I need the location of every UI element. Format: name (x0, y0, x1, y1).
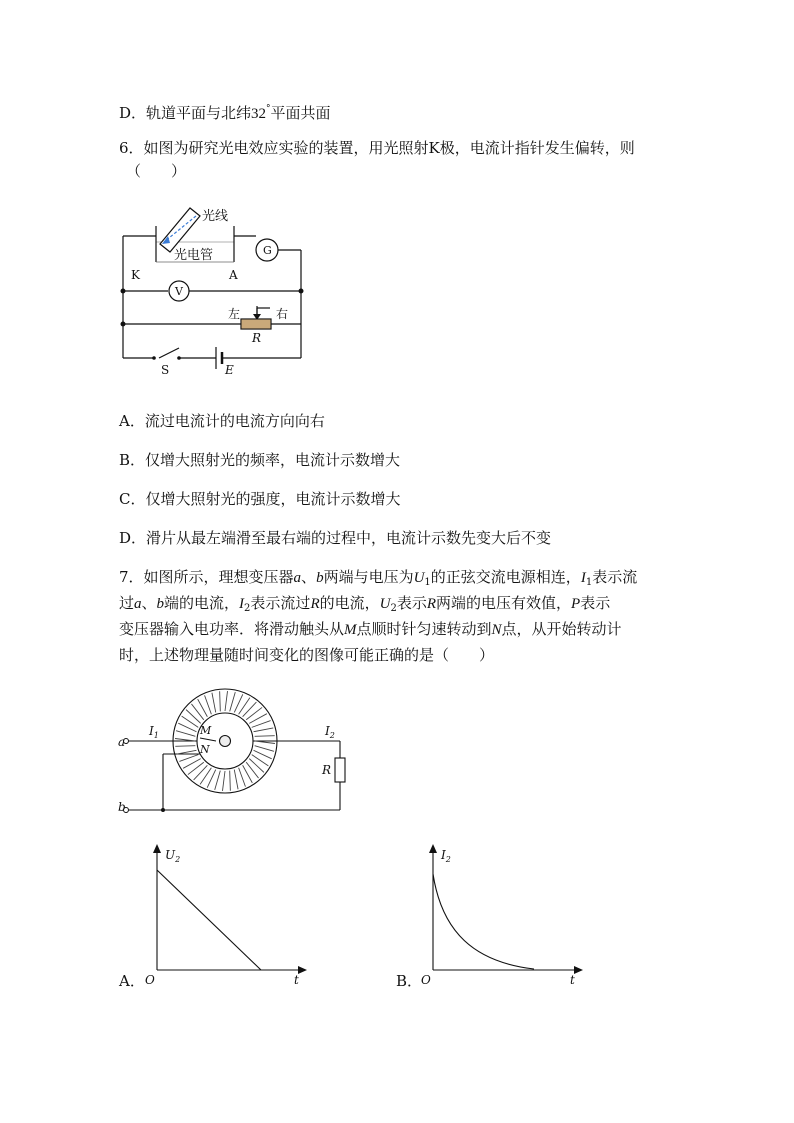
galvanometer-label: G (263, 244, 272, 257)
coil-winding (176, 731, 195, 737)
graph-b-option-label: B． (396, 972, 423, 990)
coil-winding (205, 695, 212, 714)
graph-b-curve (433, 874, 534, 969)
q6-option-a: A．流过电流计的电流方向向右 (119, 412, 325, 430)
graph-b-i2-vs-t (416, 840, 586, 990)
degree-sign: ° (266, 104, 271, 114)
q7-stem-line-2 (119, 593, 610, 619)
i2-label: $I_2$ (325, 724, 335, 740)
coil-winding (230, 692, 236, 711)
q7-sub: 2 (244, 603, 251, 614)
right-label: 右 (276, 307, 289, 321)
coil-winding (252, 721, 271, 728)
coil-winding (186, 710, 201, 724)
q7-var-a: a (134, 596, 142, 612)
graph-b-origin: O (421, 973, 431, 987)
photoelectric-circuit-diagram (112, 202, 312, 387)
q7-text: 两端与电压为 (323, 568, 414, 586)
contact-m-label: M (200, 724, 212, 737)
q6-answer-paren: （ ） (126, 162, 187, 180)
graph-a-origin: O (145, 973, 155, 987)
q7-var-p: P (571, 596, 581, 612)
light-label: 光线 (202, 209, 229, 224)
coil-winding (255, 736, 275, 737)
q6-option-d: D．滑片从最左端滑至最右端的过程中，电流计示数先变大后不变 (119, 529, 552, 547)
graph-a-x-label: t (294, 973, 299, 987)
q5-option-d-text: D．轨道平面与北纬 (119, 104, 252, 122)
left-label: 左 (228, 307, 241, 321)
coil-winding (175, 746, 195, 747)
q7-sub: 1 (424, 577, 431, 588)
q7-var-r: R (310, 596, 320, 612)
q7-var-b: b (316, 570, 324, 586)
q7-text: 表示 (396, 594, 427, 612)
phototube-label: 光电管 (174, 248, 214, 263)
coil-winding (234, 770, 238, 790)
q7-var-n: N (491, 622, 502, 638)
q6-stem: 6．如图为研究光电效应实验的装置，用光照射K极，电流计指针发生偏转，则 (119, 139, 635, 157)
graph-a-y-label: $U_2$ (165, 848, 181, 864)
q6-option-b: B．仅增大照射光的频率，电流计示数增大 (119, 451, 401, 469)
coil-winding (223, 771, 225, 791)
q7-var-i: I (239, 596, 245, 612)
coil-winding (179, 755, 198, 762)
q7-var-b: b (156, 596, 165, 612)
coil-winding (239, 768, 246, 787)
q5-option-d-suffix: 平面共面 (270, 104, 331, 122)
graph-a-line (157, 870, 261, 970)
q6-option-c: C．仅增大照射光的强度，电流计示数增大 (119, 490, 401, 508)
q7-text: 两端的电压有效值， (436, 594, 572, 612)
q7-text: 的正弦交流电源相连， (430, 568, 581, 586)
coil-winding (225, 691, 227, 711)
contact-n-label: N (200, 743, 210, 756)
q7-var-r: R (426, 596, 437, 612)
terminal-a-label: a (118, 735, 126, 749)
q5-option-d (119, 99, 331, 124)
q7-text: 表示流过 (250, 594, 311, 612)
q7-stem-line-3 (119, 619, 622, 640)
q7-text: 、 (141, 594, 157, 612)
q7-var-a: a (293, 570, 302, 586)
coil-winding (249, 759, 264, 773)
latitude-value: 32 (251, 106, 267, 122)
q7-text: 、 (301, 568, 317, 586)
coil-winding (243, 702, 257, 717)
coil-winding (212, 693, 216, 713)
anode-a-label: A (229, 268, 238, 282)
q7-sub: 1 (585, 577, 593, 588)
q7-text: 变压器输入电功率．将滑动触头从 (119, 620, 345, 638)
graph-b-y-label: $I_2$ (441, 848, 451, 864)
q7-text: 表示 (580, 594, 611, 612)
coil-winding (220, 691, 221, 711)
q7-text: 点顺时针匀速转动到 (356, 620, 492, 638)
transformer-circuit-diagram (112, 680, 352, 830)
q7-text: 端的电流， (164, 594, 240, 612)
terminal-b-label: b (118, 800, 126, 814)
q7-text: 点，从开始转动计 (501, 620, 622, 638)
voltmeter-label: V (175, 285, 183, 298)
coil-winding (230, 771, 231, 791)
coil-winding (255, 746, 274, 752)
q7-text: 的电流， (319, 594, 380, 612)
q7-text: 表示流 (592, 568, 638, 586)
q7-text: 过 (119, 594, 135, 612)
q7-var-m: M (344, 622, 357, 638)
q7-var-u: U (379, 596, 391, 612)
graph-b-x-label: t (570, 973, 575, 987)
resistor-r-label: R (322, 763, 332, 777)
switch-s-label: S (161, 363, 170, 377)
q7-stem-line-4: 时，上述物理量随时间变化的图像可能正确的是（ ） (119, 646, 495, 664)
q7-text: 7．如图所示，理想变压器 (119, 568, 294, 586)
battery-e-label: E (225, 363, 234, 377)
q7-sub: 2 (390, 603, 397, 614)
i1-label: $I_1$ (149, 724, 159, 740)
coil-winding (215, 771, 221, 790)
q7-var-u: U (413, 570, 425, 586)
rheostat-r-label: R (252, 331, 262, 345)
graph-a-u2-vs-t (140, 840, 310, 990)
cathode-k-label: K (131, 268, 140, 282)
q7-stem-line-1 (119, 567, 637, 593)
q7-var-i: I (580, 570, 586, 586)
coil-winding (194, 765, 208, 780)
coil-winding (254, 728, 274, 732)
graph-a-option-label: A． (119, 972, 145, 990)
